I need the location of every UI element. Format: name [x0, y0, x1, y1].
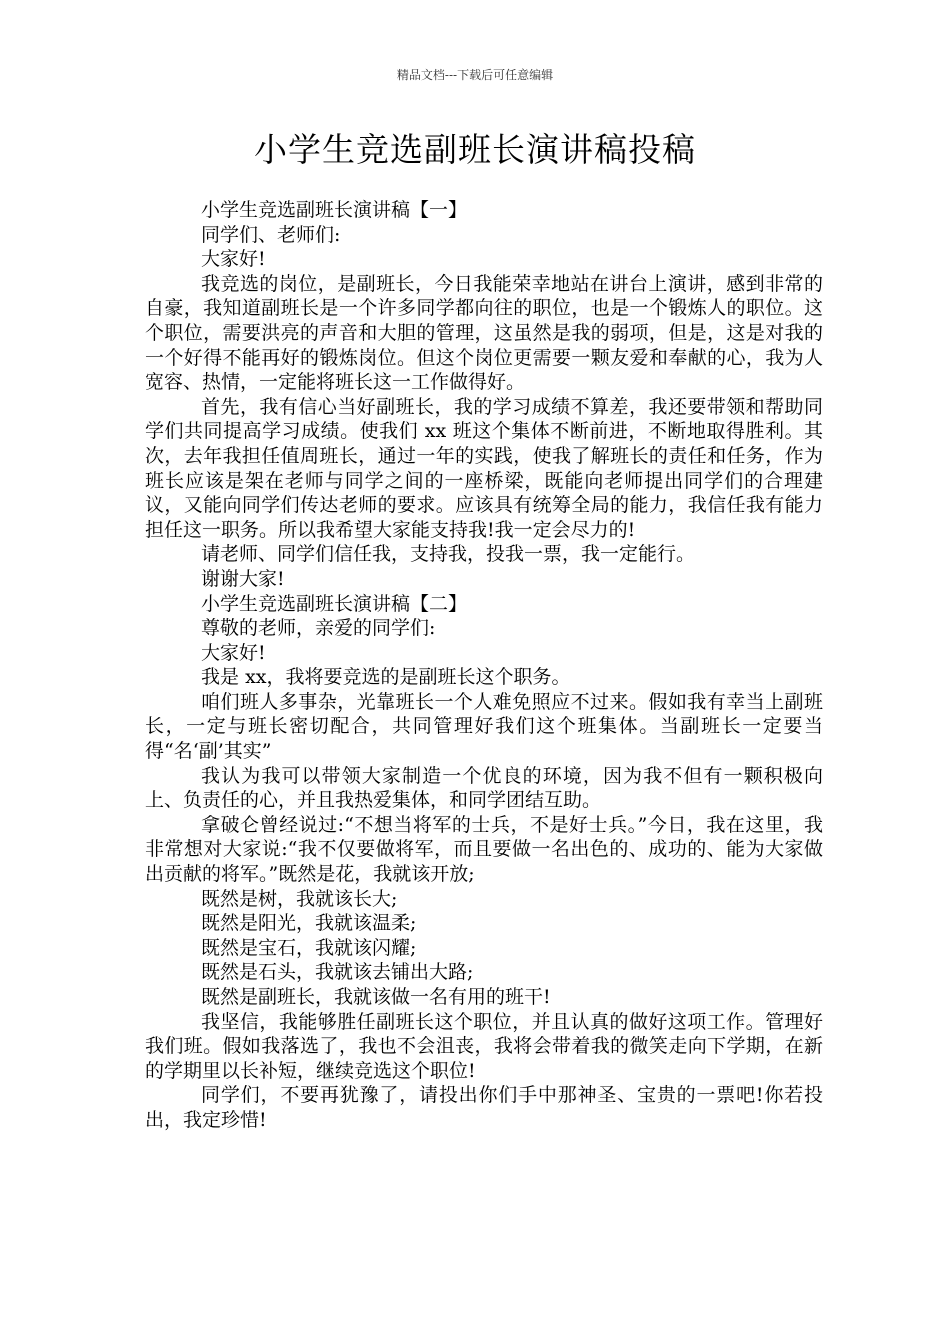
paragraph: 请老师、同学们信任我，支持我，投我一票，我一定能行。 — [201, 543, 696, 566]
paragraph: 既然是阳光，我就该温柔; — [201, 912, 417, 935]
paragraph: 咱们班人多事杂，光靠班长一个人难免照应不过来。假如我有幸当上副班长，一定与班长密切配合，共同管理好我们这个班集体。当副班长一定要当得“名‘副’其实” — [145, 690, 823, 763]
paragraph: 拿破仑曾经说过:“不想当将军的士兵，不是好士兵。”今日，我在这里，我非常想对大家说:“我不仅要做将军，而且要做一名出色的、成功的、能为大家做出贡献的将军。”既然是花，我就该开放; — [145, 813, 823, 886]
paragraph: 尊敬的老师，亲爱的同学们: — [201, 617, 436, 640]
paragraph: 首先，我有信心当好副班长，我的学习成绩不算差，我还要带领和帮助同学们共同提高学习成绩。使我们 xx 班这个集体不断前进，不断地取得胜利。其次，去年我担任值周班长，通过一年的实践，使我了解班长的责任和任务，作为班长应该是架在老师与同学之间的一座桥梁，既能向老师提出同学们的合理建议，又能向同学们传达老师的要求。应该具有统筹全局的能力，我信任我有能力担任这一职务。所以我希望大家能支持我!我一定会尽力的! — [145, 395, 823, 541]
paragraph: 大家好! — [201, 248, 266, 271]
paragraph: 我认为我可以带领大家制造一个优良的环境，因为我不但有一颗积极向上、负责任的心，并且我热爱集体，和同学团结互助。 — [145, 764, 823, 812]
header-note: 精品文档---下载后可任意编辑 — [396, 68, 554, 82]
document-title: 小学生竞选副班长演讲稿投稿 — [254, 130, 696, 169]
paragraph: 我竞选的岗位，是副班长，今日我能荣幸地站在讲台上演讲，感到非常的自豪，我知道副班长是一个许多同学都向往的职位，也是一个锻炼人的职位。这个职位，需要洪亮的声音和大胆的管理，这虽然是我的弱项，但是，这是对我的一个好得不能再好的锻炼岗位。但这个岗位更需要一颗友爱和奉献的心，我为人宽容、热情，一定能将班长这一工作做得好。 — [145, 272, 823, 394]
paragraph: 既然是副班长，我就该做一名有用的班干! — [201, 986, 551, 1008]
paragraph: 同学们、老师们: — [201, 223, 341, 246]
paragraph: 既然是树，我就该长大; — [201, 887, 398, 910]
paragraph: 大家好! — [201, 641, 266, 664]
paragraph: 同学们，不要再犹豫了，请投出你们手中那神圣、宝贵的一票吧!你若投出，我定珍惜! — [145, 1084, 823, 1131]
paragraph: 谢谢大家! — [201, 567, 285, 590]
paragraph: 既然是宝石，我就该闪耀; — [201, 936, 417, 959]
paragraph: 小学生竞选副班长演讲稿【二】 — [201, 592, 468, 615]
paragraph: 我坚信，我能够胜任副班长这个职位，并且认真的做好这项工作。管理好我们班。假如我落选了，我也不会沮丧，我将会带着我的微笑走向下学期，在新的学期里以长补短，继续竞选这个职位! — [145, 1010, 823, 1082]
paragraph: 既然是石头，我就该去铺出大路; — [201, 961, 474, 984]
document-body — [145, 198, 823, 1133]
paragraph: 我是 xx，我将要竞选的是副班长这个职务。 — [201, 666, 571, 689]
paragraph: 小学生竞选副班长演讲稿【一】 — [201, 199, 468, 221]
